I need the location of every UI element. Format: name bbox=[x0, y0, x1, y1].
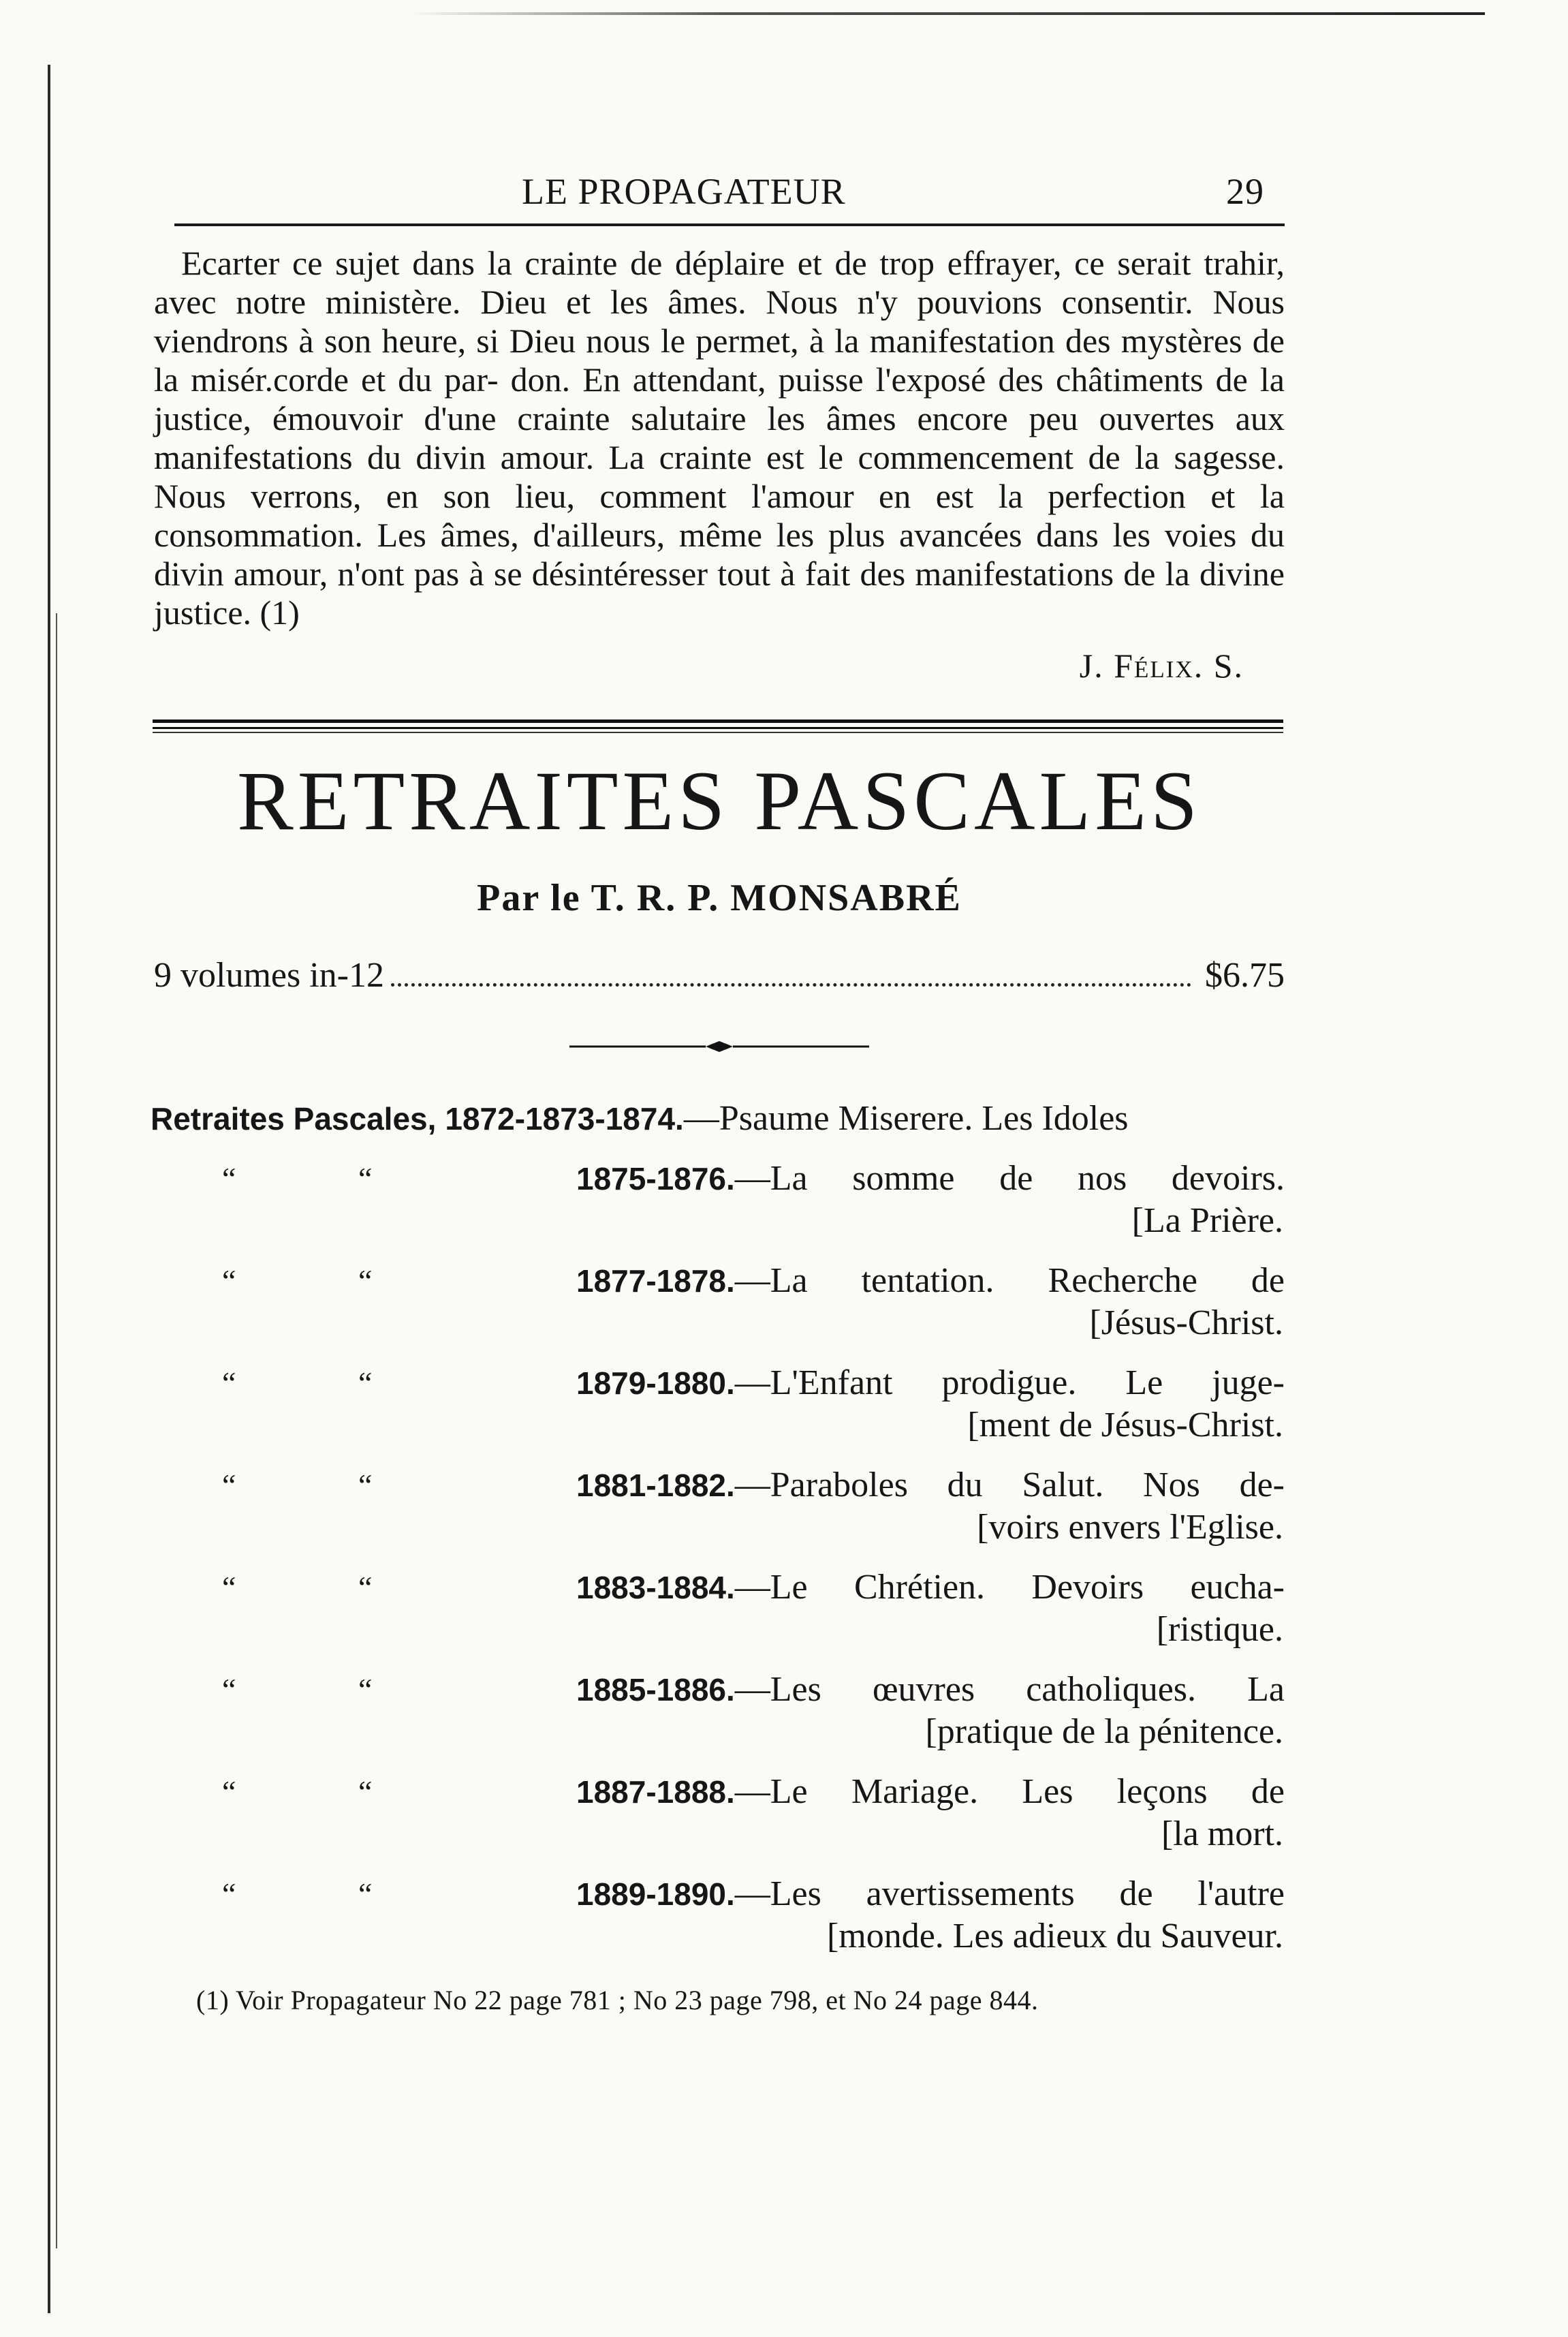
price-value: $6.75 bbox=[1205, 956, 1285, 995]
ornament-icon bbox=[569, 1036, 869, 1057]
list-item bbox=[151, 1098, 1285, 1140]
ditto-mark: “ bbox=[358, 1876, 373, 1911]
running-head bbox=[154, 164, 1285, 218]
series-label: Retraites Pascales, bbox=[151, 1101, 437, 1136]
footnote: (1) Voir Propagateur No 22 page 781 ; No 23 page 798, et No 24 page 844. bbox=[196, 1985, 1039, 2015]
page-number: 29 bbox=[1226, 171, 1264, 212]
ditto-mark: “ bbox=[358, 1672, 373, 1707]
advert-author: Par le T. R. P. MONSABRÉ bbox=[477, 877, 962, 919]
list-item bbox=[154, 1669, 1285, 1753]
text-line: manifestations du divin amour. La crainte est le commencement bbox=[154, 438, 1088, 476]
page bbox=[151, 164, 1285, 2017]
entry-subjects: —Les œuvres catholiques. La bbox=[734, 1670, 1285, 1709]
list-item bbox=[154, 1158, 1285, 1242]
ditto-mark: “ bbox=[358, 1468, 373, 1502]
entry-years: 1885-1886. bbox=[576, 1672, 735, 1707]
entry-years: 1881-1882. bbox=[576, 1468, 735, 1503]
entry-continuation: [monde. Les adieux du Sauveur. bbox=[826, 1917, 1283, 1955]
list-item bbox=[154, 1873, 1285, 1957]
text-line: Ecarter ce sujet dans la crainte de déplaire et de trop effrayer, bbox=[181, 244, 1075, 282]
text-line: permet, à la manifestation des mystères de la misér.corde et du par- bbox=[154, 322, 1285, 399]
entry-continuation: [voirs envers l'Eglise. bbox=[977, 1508, 1283, 1547]
ditto-mark: “ bbox=[358, 1774, 373, 1809]
gutter-line bbox=[48, 65, 50, 2313]
article-signature: J. Félix. S. bbox=[1079, 647, 1244, 685]
text-line: de la sagesse. Nous verrons, en son lieu, comment l'amour en bbox=[154, 438, 1285, 515]
text-line: émouvoir d'une crainte salutaire les âmes encore peu ouvertes aux bbox=[272, 399, 1285, 437]
ditto-mark: “ bbox=[222, 1263, 236, 1298]
list-item bbox=[154, 1771, 1285, 1855]
ornament-divider bbox=[569, 1036, 869, 1057]
scan-edge-line bbox=[409, 12, 1485, 15]
entry-subjects: —La tentation. Recherche de bbox=[734, 1261, 1285, 1300]
entry-years: 1879-1880. bbox=[576, 1365, 735, 1401]
text-line: les plus avancées dans les voies du divin amour, n'ont pas à se bbox=[154, 516, 1285, 593]
text-line: est la perfection et la consommation. Les âmes, d'ailleurs, même bbox=[154, 477, 1285, 554]
ditto-mark: “ bbox=[222, 1468, 236, 1502]
entry-subjects: —La somme de nos devoirs. bbox=[734, 1159, 1285, 1198]
ditto-mark: “ bbox=[222, 1365, 236, 1400]
ditto-mark: “ bbox=[358, 1365, 373, 1400]
entry-years: 1889-1890. bbox=[576, 1876, 735, 1912]
text-line: désintéresser tout à fait des manifestations de la divine justice. (1) bbox=[154, 555, 1285, 632]
entry-subjects: —L'Enfant prodigue. Le juge- bbox=[734, 1363, 1285, 1402]
gutter-line-inner bbox=[56, 613, 57, 2248]
entry-continuation: [pratique de la pénitence. bbox=[925, 1712, 1283, 1751]
list-item bbox=[154, 1260, 1285, 1344]
ditto-mark: “ bbox=[358, 1570, 373, 1605]
ditto-mark: “ bbox=[222, 1161, 236, 1196]
ditto-mark: “ bbox=[358, 1161, 373, 1196]
entry-years: 1887-1888. bbox=[576, 1774, 735, 1810]
text-line: don. En attendant, puisse l'exposé des châtiments de la justice, bbox=[154, 360, 1285, 437]
entry-subjects: —Les avertissements de l'autre bbox=[734, 1874, 1285, 1913]
text-line: ce serait trahir, avec notre ministère. Dieu et les âmes. Nous n'y bbox=[154, 244, 1285, 321]
volume-list bbox=[151, 1098, 1285, 1957]
advert-title: RETRAITES PASCALES bbox=[237, 754, 1202, 848]
entry-continuation: [La Prière. bbox=[1131, 1201, 1283, 1240]
text-line: pouvions consentir. Nous viendrons à son heure, si Dieu nous le bbox=[154, 283, 1285, 360]
header-rule bbox=[174, 223, 1285, 226]
ditto-mark: “ bbox=[222, 1876, 236, 1911]
entry-subjects: —Psaume Miserere. Les Idoles bbox=[683, 1099, 1129, 1138]
entry-subjects: —Le Chrétien. Devoirs eucha- bbox=[734, 1568, 1285, 1607]
article-paragraph bbox=[154, 244, 1285, 632]
list-item bbox=[154, 1362, 1285, 1446]
entry-years: 1872-1873-1874. bbox=[445, 1101, 684, 1136]
price-label: 9 volumes in-12 bbox=[154, 956, 384, 995]
entry-years: 1875-1876. bbox=[576, 1161, 735, 1196]
entry-continuation: [la mort. bbox=[1161, 1814, 1283, 1853]
entry-continuation: [ristique. bbox=[1156, 1610, 1283, 1649]
ditto-mark: “ bbox=[358, 1263, 373, 1298]
price-line bbox=[154, 955, 1285, 995]
ditto-mark: “ bbox=[222, 1570, 236, 1605]
entry-years: 1883-1884. bbox=[576, 1570, 735, 1605]
list-item bbox=[154, 1464, 1285, 1549]
list-item bbox=[154, 1566, 1285, 1651]
entry-subjects: —Paraboles du Salut. Nos de- bbox=[734, 1466, 1285, 1504]
leader-dots bbox=[391, 983, 1191, 987]
ditto-mark: “ bbox=[222, 1672, 236, 1707]
section-divider bbox=[153, 719, 1283, 733]
entry-subjects: —Le Mariage. Les leçons de bbox=[734, 1772, 1285, 1811]
entry-years: 1877-1878. bbox=[576, 1263, 735, 1299]
entry-continuation: [ment de Jésus-Christ. bbox=[967, 1406, 1283, 1444]
running-title: LE PROPAGATEUR bbox=[522, 171, 846, 212]
entry-continuation: [Jésus-Christ. bbox=[1089, 1303, 1283, 1342]
ditto-mark: “ bbox=[222, 1774, 236, 1809]
